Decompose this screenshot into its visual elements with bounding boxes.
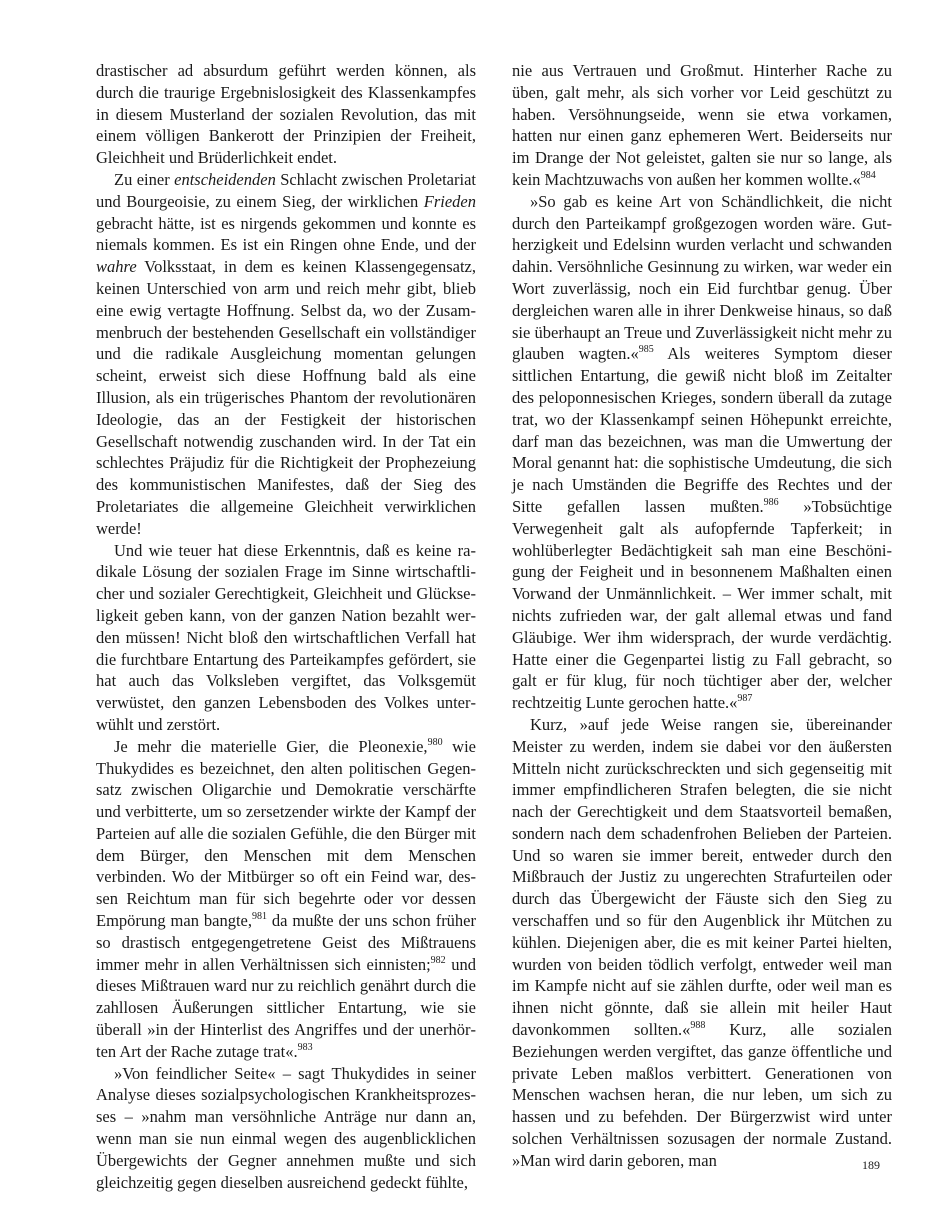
footnote-ref: 981 [251, 911, 267, 923]
footnote-ref: 986 [763, 496, 779, 508]
footnote-ref: 987 [737, 693, 753, 705]
page-number: 189 [862, 1158, 880, 1172]
paragraph: Je mehr die materielle Gier, die Pleonexie,$^{980}$ wie Thukydides es bezeichnet, den alten politischen Gegensatz zwischen Oligarchie und Demokratie verschärfte und verbitterte, um so zersetzender wirkte der Kampf der Parteien auf alle die sozialen Gefühle, die den Bürger mit dem Bürger, den Menschen mit dem Menschen verbinden. Wo der Mitbürger so oft ein Feind war, dessen Reichtum man für sich begehrte oder vor dessen Empörung man bangte,$^{981}$ da mußte der uns schon früher so drastisch entgegengetretene Geist des Mißtrauens immer mehr in allen Verhältnissen sich einnisten;$^{982}$ und dieses Mißtrauen ward nur zu reichlich genährt durch die zahllosen Äußerungen sittlicher Entartung, wie sie überall »in der Hinterlist des Angriffes und der unerhörten Art der Rache zutage trat«.$^{983}$ [96, 736, 477, 1061]
footnote-ref: 984 [860, 169, 876, 181]
emphasis: Frieden [423, 191, 476, 211]
paragraph: »So gab es keine Art von Schändlichkeit, die nicht durch den Parteikampf großgezogen worden wäre. Gutherzigkeit und Edelsinn wurden verlacht und schwanden dahin. Versöhnliche Gesinnung zu wirken, war weder ein Wort zuverlässig, noch ein Eid furchtbar genug. Über dergleichen waren alle in ihrer Denkweise hinaus, so daß sie überhaupt an Treue und Zuverlässigkeit nicht mehr zu glauben wagten.«$^{985}$ Als weiteres Symptom dieser sittlichen Entartung, die gewiß nicht bloß im Zeitalter des peloponnesischen Krieges, sondern überall da zutage trat, wo der Klassenkampf seinen Höhepunkt erreichte, darf man das bezeichnen, was man die Umwertung der Moral genannt hat: die sophistische Umdeutung, die sich je nach Umständen die Begriffe des Rechtes und der Sitte gefallen lassen mußten.$^{986}$ »Tobsüchtige Verwegenheit galt als aufopfernde Tapferkeit; in wohlüberlegter Bedächtigkeit sah man eine Beschönigung der Feigheit und in besonnenem Maßhalten einen Vorwand der Unmännlichkeit. – Wer immer schalt, mit nichts zufrieden war, der galt allemal etwas und fand Gläubige. Wer ihm widersprach, der wurde verdächtig. Hatte einer die Gegenpartei listig zu Fall gebracht, so galt er für klug, für noch tüchtiger aber der, welcher rechtzeitig Lunte gerochen hatte.«$^{987}$ [512, 191, 892, 713]
paragraph: Zu einer entscheidenden Schlacht zwischen Proletariat und Bourgeoisie, zu einem Sieg, der wirklichen Frieden gebracht hätte, ist es nirgends gekommen und konnte es niemals kommen. Es ist ein Ringen ohne Ende, und der wahre Volksstaat, in dem es keinen Klassengegensatz, keinen Unterschied von arm und reich mehr gibt, blieb eine ewig vertagte Hoffnung. Selbst da, wo der Zusammenbruch der bestehenden Gesellschaft ein vollständiger und die radikale Ausgleichung momentan gelungen scheint, erweist sich diese Hoffnung bald als eine Illusion, als ein trügerisches Phantom der revolutionären Ideologie, das an der Festigkeit der historischen Gesellschaft notwendig zuschanden wird. In der Tat ein schlechtes Präjudiz für die Richtigkeit der Prophezeiung des kommunistischen Manifestes, daß der Sieg des Proletariates die allgemeine Gleichheit verwirklichen werde! [96, 169, 476, 538]
paragraph: Kurz, »auf jede Weise rangen sie, übereinander Meister zu werden, indem sie dabei vor den äußersten Mitteln nicht zurückschreckten und sich gegenseitig mit immer empfindlicheren Strafen belegten, die sie nicht nach der Gerechtigkeit und dem Staatsvorteil bemaßen, sondern nach dem schadenfrohen Belieben der Parteien. Und so waren sie immer bereit, entweder durch den Mißbrauch der Justiz zu ungerechten Strafurteilen oder durch das Übergewicht der Fäuste sich den Sieg zu verschaffen und so für den Augenblick ihr Mütchen zu kühlen. Diejenigen aber, die es mit keiner Partei hielten, wurden von beiden tödlich verfolgt, entweder weil man im Kampfe nicht auf sie zählen durfte, oder weil man es ihnen nicht gönnte, daß sie allein mit heiler Haut davonkommen sollten.«$^{988}$ Kurz, alle sozialen Beziehungen werden vergiftet, das ganze öffentliche und private Leben maßlos verbittert. Generationen von Menschen wachsen heran, die nur leben, um sich zu hassen und zu befehden. Der Bürgerzwist wird unter solchen Verhältnissen sozusagen der normale Zustand. »Man wird darin geboren, man [512, 714, 892, 1170]
footnote-ref: 988 [690, 1020, 706, 1032]
emphasis: wahre [96, 257, 137, 277]
paragraph: nie aus Vertrauen und Großmut. Hinterher Rache zu üben, galt mehr, als sich vorher vor Leid geschützt zu haben. Versöhnungseide, wenn sie etwa vorkamen, hatten nur einen ganz ephemeren Wert. Beiderseits nur im Drange der Not geleistet, galten sie nur so lange, als kein Machtzuwachs von außen her kommen wollte.«$^{984}$ [512, 61, 892, 189]
right-text-column [512, 60, 892, 1172]
footnote-ref: 983 [297, 1041, 313, 1053]
paragraph: »Von feindlicher Seite« – sagt Thukydides in seiner Analyse dieses sozialpsychologischen Krankheitsprozesses – »nahm man versöhnliche Anträge nur dann an, wenn man sie nun einmal wegen des augenblicklichen Übergewichts der Gegner annehmen mußte und sich gleichzeitig gegen dieselben ausreichend gedeckt fühlte, [96, 1063, 476, 1192]
emphasis: entscheidenden [174, 169, 276, 189]
left-text-column [96, 60, 476, 1193]
footnote-ref: 982 [430, 954, 446, 966]
paragraph: Und wie teuer hat diese Erkenntnis, daß es keine radikale Lösung der sozialen Frage im Sinne wirtschaftlicher und sozialer Gerechtigkeit, Gleichheit und Glückseligkeit geben kann, von der ganzen Nation bezahlt werden müssen! Nicht bloß den wirtschaftlichen Verfall hat die furchtbare Entartung des Parteikampfes gefördert, sie hat auch das Volksleben vergiftet, das Volksgemüt verwüstet, den ganzen Lebensboden des Volkes unterwühlt und zerstört. [96, 540, 476, 734]
footnote-ref: 980 [427, 736, 443, 748]
footnote-ref: 985 [638, 344, 654, 356]
paragraph: drastischer ad absurdum geführt werden können, als durch die traurige Ergebnislosigkeit des Klassenkampfes in diesem Musterland der sozialen Revolution, das mit einem völligen Bankerott der Prinzipien der Freiheit, Gleichheit und Brüderlichkeit endet. [96, 61, 476, 168]
